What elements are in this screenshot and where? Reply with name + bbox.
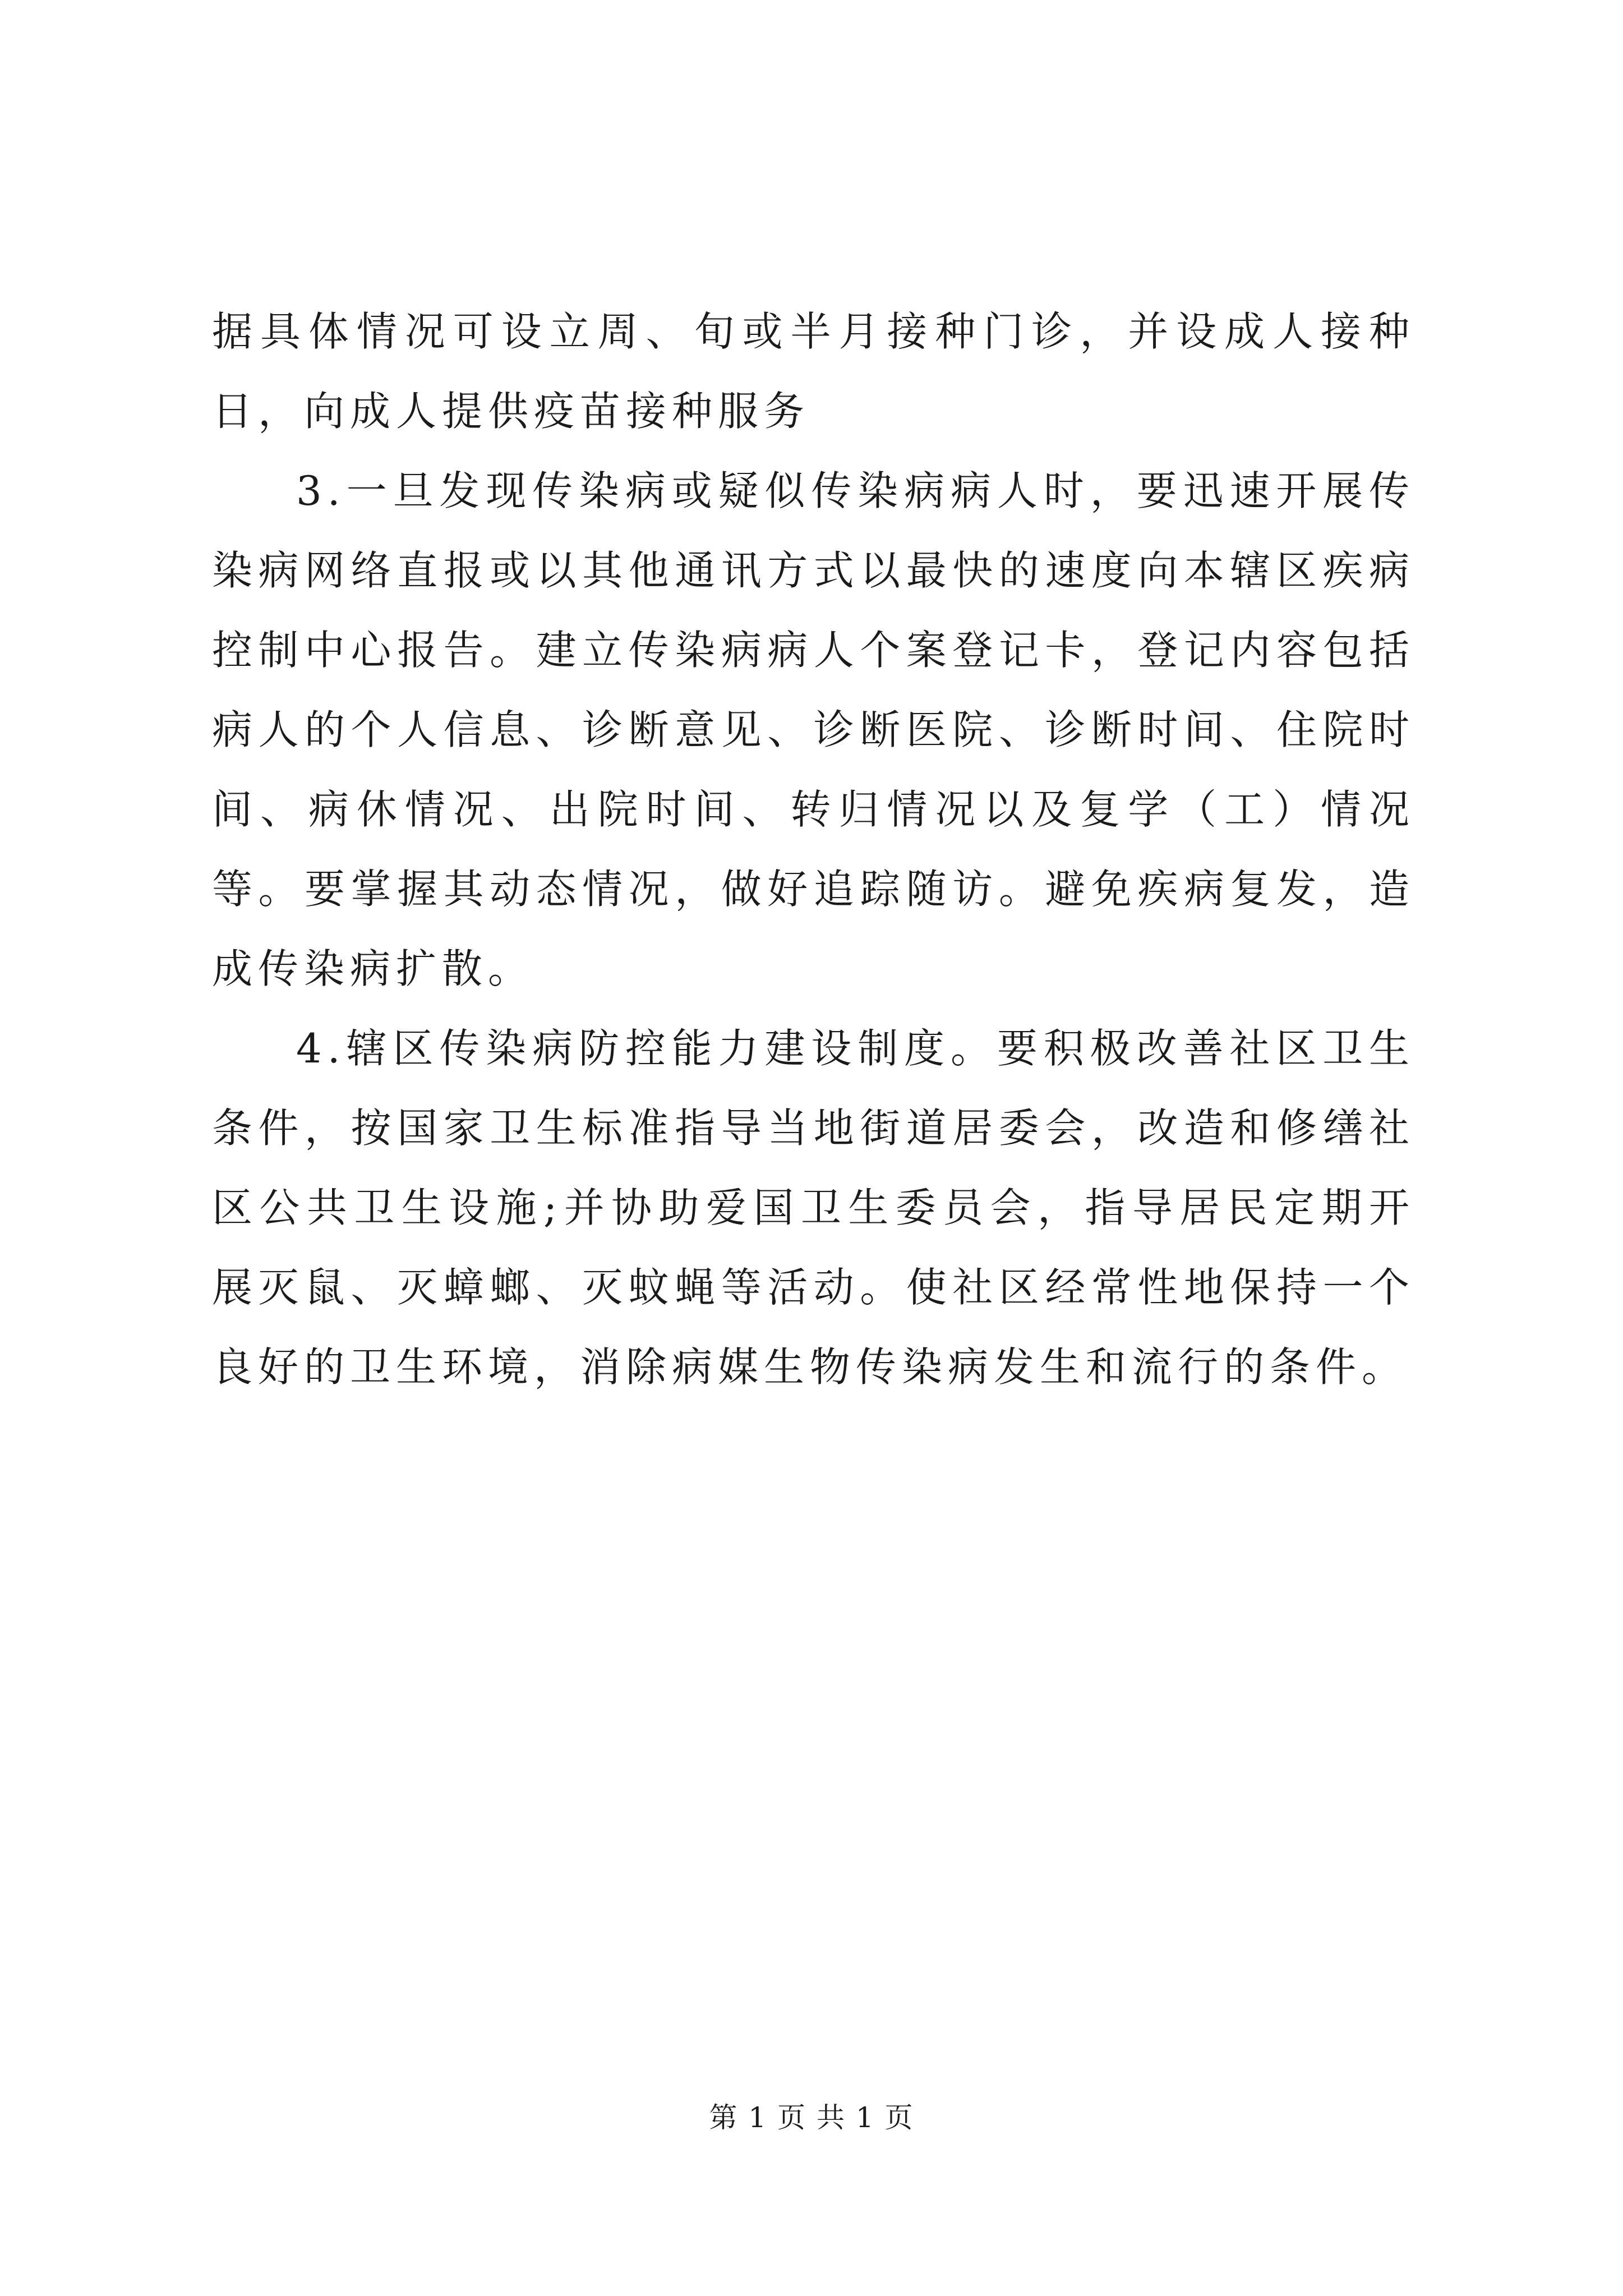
document-body — [212, 292, 1415, 1407]
paragraph-item-4: 4.辖区传染病防控能力建设制度。要积极改善社区卫生条件，按国家卫生标准指导当地街道居委会，改造和修缮社区公共卫生设施;并协助爱国卫生委员会，指导居民定期开展灭鼠、灭蟑螂、灭蚊蝇等活动。使社区经常性地保持一个良好的卫生环境，消除病媒生物传染病发生和流行的条件。 — [212, 1025, 1415, 1391]
page-footer: 第 1 页 共 1 页 — [709, 2101, 914, 2134]
paragraph-item-3: 3.一旦发现传染病或疑似传染病病人时，要迅速开展传染病网络直报或以其他通讯方式以最快的速度向本辖区疾病控制中心报告。建立传染病病人个案登记卡，登记内容包括病人的个人信息、诊断意见、诊断医院、诊断时间、住院时间、病休情况、出院时间、转归情况以及复学（工）情况等。要掌握其动态情况，做好追踪随访。避免疾病复发，造成传染病扩散。 — [212, 467, 1415, 992]
paragraph-continuation: 据具体情况可设立周、旬或半月接种门诊，并设成人接种日，向成人提供疫苗接种服务 — [212, 308, 1415, 435]
